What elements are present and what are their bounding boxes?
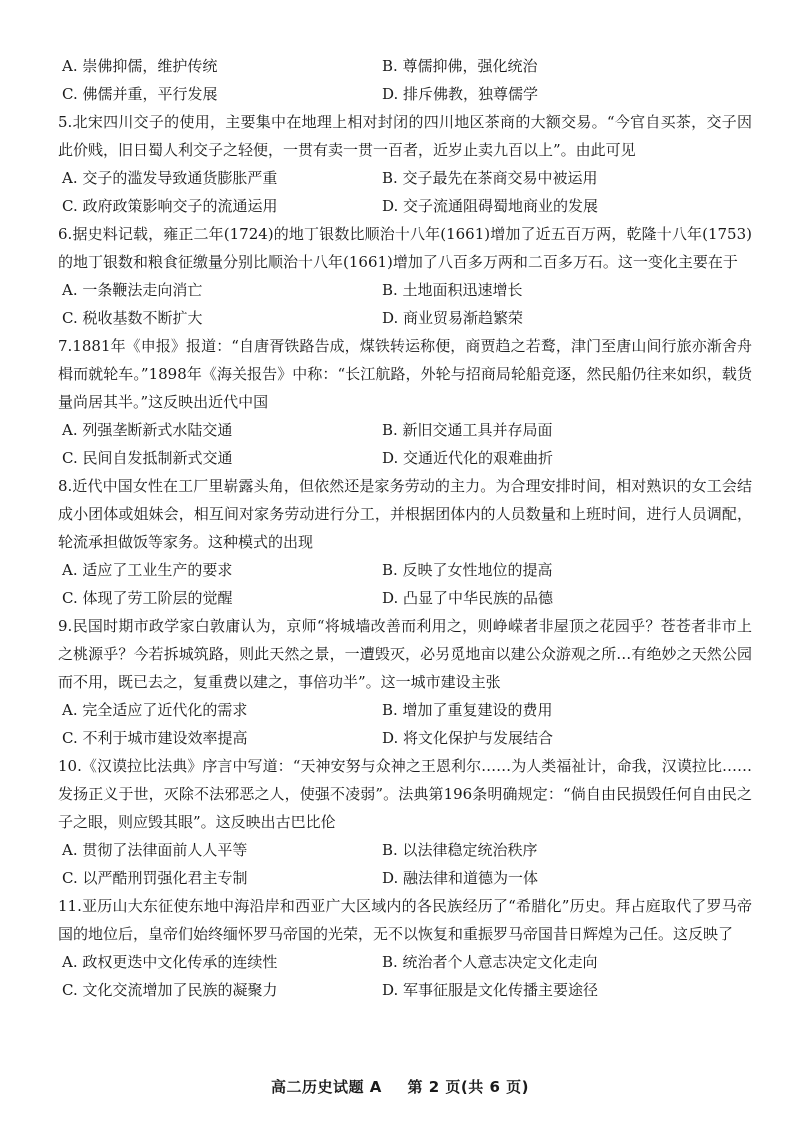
option-d: D. 军事征服是文化传播主要途径	[382, 981, 599, 999]
question-11	[58, 892, 752, 1004]
question-7	[58, 332, 752, 472]
question-5	[58, 108, 752, 220]
option-a: A. 政权更迭中文化传承的连续性	[62, 953, 278, 971]
option-a: A. 交子的滥发导致通货膨胀严重	[62, 169, 278, 187]
option-c: C. 佛儒并重，平行发展	[62, 85, 218, 103]
option-b: B. 增加了重复建设的费用	[382, 701, 553, 719]
question-stem: 9.民国时期市政学家白敦庸认为，京师“将城墙改善而利用之，则峥嵘者非屋顶之花园乎？苍苍者非市上之桃源乎？今若拆城筑路，则此天然之景，一遭毁灭，必另觅地亩以建公众游观之所…有绝妙之天然公园而不用，既已去之，复重费以建之，事倍功半”。这一城市建设主张	[58, 617, 752, 691]
option-b: B. 反映了女性地位的提高	[382, 561, 553, 579]
question-8	[58, 472, 752, 612]
page-footer	[0, 1076, 800, 1097]
option-c: C. 以严酷刑罚强化君主专制	[62, 869, 248, 887]
option-b: B. 统治者个人意志决定文化走向	[382, 953, 598, 971]
option-d: D. 排斥佛教，独尊儒学	[382, 85, 539, 103]
question-4-options	[58, 52, 752, 108]
question-6	[58, 220, 752, 332]
option-c: C. 文化交流增加了民族的凝聚力	[62, 981, 278, 999]
option-b: B. 交子最先在茶商交易中被运用	[382, 169, 598, 187]
option-b: B. 新旧交通工具并存局面	[382, 421, 553, 439]
question-stem: 10.《汉谟拉比法典》序言中写道：“天神安努与众神之王恩利尔……为人类福祉计，命我，汉谟拉比……发扬正义于世，灭除不法邪恶之人，使强不凌弱”。法典第196条明确规定：“倘自由民损毁任何自由民之子之眼，则应毁其眼”。这反映出古巴比伦	[58, 757, 752, 831]
option-d: D. 将文化保护与发展结合	[382, 729, 554, 747]
option-d: D. 商业贸易渐趋繁荣	[382, 309, 524, 327]
option-b: B. 尊儒抑佛，强化统治	[382, 57, 538, 75]
option-c: C. 不利于城市建设效率提高	[62, 729, 248, 747]
question-10	[58, 752, 752, 892]
option-c: C. 政府政策影响交子的流通运用	[62, 197, 278, 215]
question-stem: 7.1881年《申报》报道：“自唐胥铁路告成，煤铁转运称便，商贾趋之若鹜，津门至唐山间行旅亦渐舍舟楫而就轮车。”1898年《海关报告》中称：“长江航路，外轮与招商局轮船竞逐，然民船仍往来如织，载货量尚居其半。”这反映出近代中国	[58, 337, 752, 411]
option-a: A. 列强垄断新式水陆交通	[62, 421, 233, 439]
question-stem: 5.北宋四川交子的使用，主要集中在地理上相对封闭的四川地区茶商的大额交易。“今官自买茶，交子因此价贱，旧日蜀人利交子之轻便，一贯有卖一贯一百者，近岁止卖九百以上”。由此可见	[58, 113, 752, 159]
option-d: D. 凸显了中华民族的品德	[382, 589, 554, 607]
option-c: C. 税收基数不断扩大	[62, 309, 203, 327]
option-a: A. 一条鞭法走向消亡	[62, 281, 203, 299]
question-stem: 8.近代中国女性在工厂里崭露头角，但依然还是家务劳动的主力。为合理安排时间，相对熟识的女工会结成小团体或姐妹会，相互间对家务劳动进行分工，并根据团体内的人员数量和上班时间，进行人员调配，轮流承担做饭等家务。这种模式的出现	[58, 477, 752, 551]
option-c: C. 民间自发抵制新式交通	[62, 449, 233, 467]
option-a: A. 完全适应了近代化的需求	[62, 701, 248, 719]
question-stem: 6.据史料记载，雍正二年(1724)的地丁银数比顺治十八年(1661)增加了近五百万两，乾隆十八年(1753)的地丁银数和粮食征缴量分别比顺治十八年(1661)增加了八百多万两和二百多万石。这一变化主要在于	[58, 225, 752, 271]
option-a: A. 贯彻了法律面前人人平等	[62, 841, 248, 859]
option-d: D. 交通近代化的艰难曲折	[382, 449, 554, 467]
option-d: D. 融法律和道德为一体	[382, 869, 539, 887]
option-c: C. 体现了劳工阶层的觉醒	[62, 589, 233, 607]
option-d: D. 交子流通阻碍蜀地商业的发展	[382, 197, 599, 215]
question-stem: 11.亚历山大东征使东地中海沿岸和西亚广大区域内的各民族经历了“希腊化”历史。拜占庭取代了罗马帝国的地位后，皇帝们始终缅怀罗马帝国的光荣，无不以恢复和重振罗马帝国昔日辉煌为己任。这反映了	[58, 897, 752, 943]
option-a: A. 适应了工业生产的要求	[62, 561, 233, 579]
option-b: B. 土地面积迅速增长	[382, 281, 523, 299]
page-number: 第 2 页(共 6 页)	[407, 1078, 530, 1096]
option-b: B. 以法律稳定统治秩序	[382, 841, 538, 859]
exam-title: 高二历史试题 A	[270, 1078, 382, 1096]
question-9	[58, 612, 752, 752]
option-a: A. 崇佛抑儒，维护传统	[62, 57, 218, 75]
